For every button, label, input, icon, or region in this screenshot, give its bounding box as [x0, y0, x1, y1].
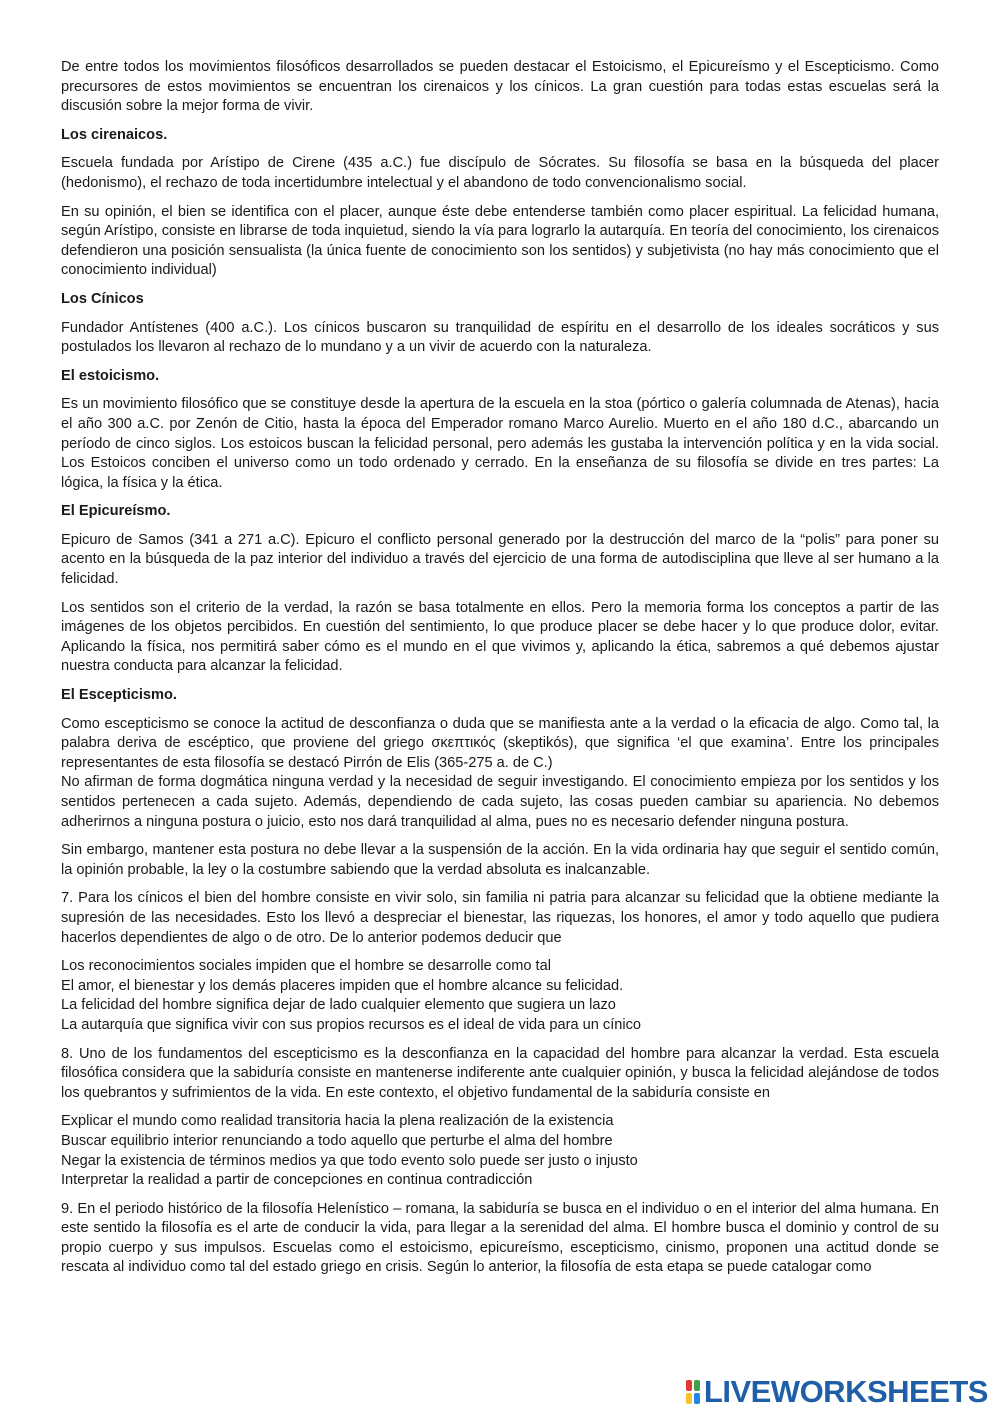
escepticismo-paragraph-2: Sin embargo, mantener esta postura no debe llevar a la suspensión de la acción. En la vida ordinaria hay que seguir el sentido común, la opinión probable, la ley o la costumbre sabiendo que la verdad absoluta es inalcanzable.	[61, 842, 939, 878]
question-8: 8. Uno de los fundamentos del escepticismo es la desconfianza en la capacidad del hombre para alcanzar la verdad. Esta escuela filosófica considera que la sabiduría consiste en mantenerse indiferente ante cualquier opinión, y busca la felicidad alejándose de todos los quebrantos y sufrimientos de la vida. En este contexto, el objetivo fundamental de la sabiduría consiste en	[61, 1045, 939, 1101]
liveworksheets-logo	[685, 1374, 988, 1409]
question-7: 7. Para los cínicos el bien del hombre consiste en vivir solo, sin familia ni patria para alcanzar su felicidad que la obtiene mediante la supresión de las necesidades. Esto los llevó a despreciar el bienestar, las riquezas, los honores, el amor y todo aquello que pudiera hacerlos dependientes de algo o de otro. De lo anterior podemos deducir que	[61, 890, 939, 946]
epicureismo-paragraph-2: Los sentidos son el criterio de la verdad, la razón se basa totalmente en ellos. Pero la memoria forma los conceptos a partir de las imágenes de los objetos percibidos. En cuestión del sentimiento, lo que produce placer se debe hacer y lo que produce dolor, evitar. Aplicando la física, nos permitirá saber cómo es el mundo en el que vivimos y, aplicando la ética, sabremos a qué debemos ajustar nuestra conducta para alcanzar la felicidad.	[61, 599, 939, 675]
heading-epicureismo: El Epicureísmo.	[61, 503, 171, 520]
heading-cirenaicos: Los cirenaicos.	[61, 126, 168, 143]
mark-tile-yellow	[686, 1393, 692, 1404]
question-7-option[interactable]: La autarquía que significa vivir con sus propios recursos es el ideal de vida para un cínico	[61, 1016, 642, 1033]
cinicos-paragraph-1: Fundador Antístenes (400 a.C.). Los cínicos buscaron su tranquilidad de espíritu en el desarrollo de los ideales socráticos y sus postulados los llevaron al rechazo de lo mundano y a un vivir de acuerdo con la naturaleza.	[61, 319, 939, 356]
worksheet-page	[61, 58, 939, 1287]
estoicismo-paragraph-1: Es un movimiento filosófico que se constituye desde la apertura de la escuela en la stoa (pórtico o galería columnada de Atenas), hacia el año 300 a.C. por Zenón de Citio, hasta la época del Emperador romano Marco Aurelio. Muerto en el año 180 d.C., abarcando un período de cinco siglos. Los estoicos buscan la felicidad personal, pero además les gustaba la intervención política y en la vida social. Los Estoicos conciben el universo como un todo ordenado y cerrado. En la enseñanza de su filosofía se divide en tres partes: La lógica, la física y la ética.	[61, 396, 939, 491]
heading-estoicismo: El estoicismo.	[61, 367, 160, 384]
mark-tile-green	[694, 1380, 700, 1391]
question-8-option[interactable]: Explicar el mundo como realidad transitoria hacia la plena realización de la existencia	[61, 1113, 614, 1130]
question-8-options	[61, 1112, 939, 1190]
question-7-options	[61, 957, 939, 1035]
escepticismo-doctrine: No afirman de forma dogmática ninguna verdad y la necesidad de seguir investigando. El conocimiento empieza por los sentidos y los sentidos pertenecen a cada sujeto. Además, dependiendo de cada sujeto, las cosas pueden cambiar su apariencia. No debemos adherirnos a ninguna postura o juicio, esto nos dará tranquilidad al alma, pues no es necesario defender ninguna postura.	[61, 774, 939, 830]
cirenaicos-paragraph-2: En su opinión, el bien se identifica con el placer, aunque éste debe entenderse también como placer espiritual. La felicidad humana, según Arístipo, consiste en librarse de toda inquietud, siendo la vía para lograrlo la autarquía. En teoría del conocimiento, los cirenaicos defendieron una posición sensualista (la única fuente de conocimiento son los sentidos) y subjetivista (no hay más conocimiento que el conocimiento individual)	[61, 203, 939, 279]
heading-cinicos: Los Cínicos	[61, 290, 144, 307]
question-7-option[interactable]: El amor, el bienestar y los demás placeres impiden que el hombre alcance su felicidad.	[61, 977, 624, 994]
intro-paragraph: De entre todos los movimientos filosóficos desarrollados se pueden destacar el Estoicismo, el Epicureísmo y el Escepticismo. Como precursores de estos movimientos se encuentran los cirenaicos y los cínicos. La gran cuestión para todas estas escuelas será la discusión sobre la mejor forma de vivir.	[61, 59, 939, 115]
heading-escepticismo: El Escepticismo.	[61, 687, 177, 704]
question-8-option[interactable]: Negar la existencia de términos medios ya que todo evento solo puede ser justo o injusto	[61, 1152, 638, 1169]
escepticismo-paragraph-1	[61, 715, 939, 833]
epicureismo-paragraph-1: Epicuro de Samos (341 a 271 a.C). Epicuro el conflicto personal generado por la destrucción del marco de la “polis” para poner su acento en la búsqueda de la paz interior del individuo a través del ejercicio de una forma de autodisciplina que lleve al ser humano a la felicidad.	[61, 531, 939, 588]
question-8-option[interactable]: Buscar equilibrio interior renunciando a todo aquello que perturbe el alma del hombre	[61, 1132, 613, 1149]
question-7-option[interactable]: Los reconocimientos sociales impiden que el hombre se desarrolle como tal	[61, 958, 551, 975]
liveworksheets-mark-icon	[685, 1379, 701, 1405]
mark-tile-red	[686, 1380, 692, 1391]
question-8-option[interactable]: Interpretar la realidad a partir de concepciones en continua contradicción	[61, 1172, 533, 1189]
question-9: 9. En el periodo histórico de la filosofía Helenístico – romana, la sabiduría se busca en el individuo o en el interior del alma humana. En este sentido la filosofía es el arte de conducir la vida, para llegar a la serenidad del alma. El hombre busca el dominio y control de su propio cuerpo y sus impulsos. Escuelas como el estoicismo, epicureísmo, escepticismo, cinismo, proponen una actitud donde se rescata al individuo como tal del estado griego en crisis. Según lo anterior, la filosofía de esta etapa se puede catalogar como	[61, 1200, 939, 1276]
mark-tile-blue	[694, 1393, 700, 1404]
question-7-option[interactable]: La felicidad del hombre significa dejar de lado cualquier elemento que sugiera un lazo	[61, 997, 616, 1014]
escepticismo-definition: Como escepticismo se conoce la actitud de desconfianza o duda que se manifiesta ante a la verdad o la eficacia de algo. Como tal, la palabra deriva de escéptico, que proviene del griego σκεπτικός (skeptikós), que significa ‘el que examina’. Entre los principales representantes de esta filosofía se destacó Pirrón de Elis (365-275 a. de C.)	[61, 715, 939, 771]
liveworksheets-wordmark: LIVEWORKSHEETS	[703, 1374, 988, 1409]
cirenaicos-paragraph-1: Escuela fundada por Arístipo de Cirene (435 a.C.) fue discípulo de Sócrates. Su filosofía se basa en la búsqueda del placer (hedonismo), el rechazo de toda incertidumbre intelectual y el abandono de todo convencionalismo social.	[61, 155, 939, 191]
